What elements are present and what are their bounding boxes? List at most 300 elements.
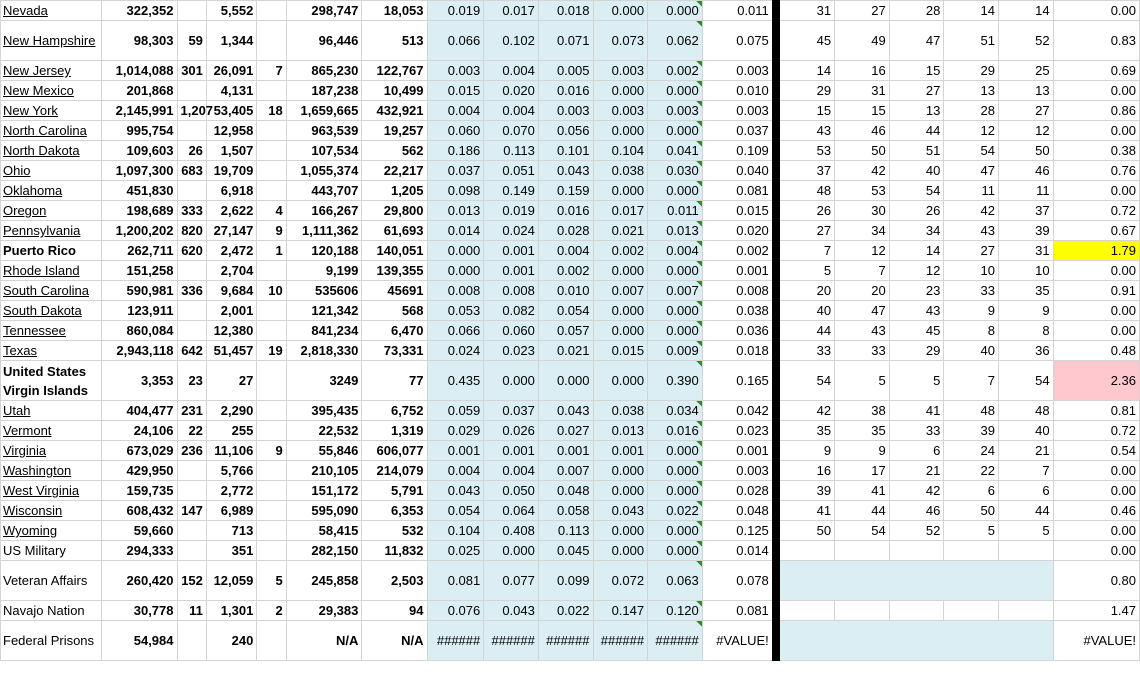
grid-cell[interactable]: 9,684 xyxy=(206,281,256,301)
merged-cell[interactable] xyxy=(776,621,1053,661)
grid-cell[interactable]: 0.004 xyxy=(427,461,484,481)
grid-cell[interactable]: 0.000 xyxy=(427,261,484,281)
grid-cell[interactable]: 29,800 xyxy=(362,201,427,221)
grid-cell[interactable]: 0.000 xyxy=(484,541,539,561)
grid-cell[interactable]: 620 xyxy=(177,241,206,261)
grid-cell[interactable]: 0.104 xyxy=(593,141,648,161)
grid-cell[interactable]: 0.053 xyxy=(427,301,484,321)
grid-cell[interactable]: #VALUE! xyxy=(1053,621,1139,661)
row-label-cell[interactable]: Tennessee xyxy=(1,321,102,341)
grid-cell[interactable]: 2,622 xyxy=(206,201,256,221)
grid-cell[interactable]: 12 xyxy=(944,121,999,141)
grid-cell[interactable]: 61,693 xyxy=(362,221,427,241)
grid-cell[interactable] xyxy=(177,621,206,661)
grid-cell[interactable]: 995,754 xyxy=(101,121,177,141)
grid-cell[interactable]: 159,735 xyxy=(101,481,177,501)
grid-cell[interactable]: 590,981 xyxy=(101,281,177,301)
grid-cell[interactable]: 35 xyxy=(999,281,1054,301)
grid-cell[interactable]: 1,097,300 xyxy=(101,161,177,181)
grid-cell[interactable]: 0.029 xyxy=(427,421,484,441)
grid-cell[interactable]: 0.147 xyxy=(593,601,648,621)
grid-cell[interactable]: 0.018 xyxy=(702,341,776,361)
grid-cell[interactable]: 19 xyxy=(257,341,286,361)
grid-cell[interactable]: 40 xyxy=(999,421,1054,441)
grid-cell[interactable] xyxy=(177,481,206,501)
grid-cell[interactable]: 9 xyxy=(944,301,999,321)
grid-cell[interactable]: 4,131 xyxy=(206,81,256,101)
grid-cell[interactable] xyxy=(257,321,286,341)
grid-cell[interactable]: 0.000 xyxy=(648,541,703,561)
grid-cell[interactable] xyxy=(889,601,944,621)
grid-cell[interactable]: 18,053 xyxy=(362,1,427,21)
row-label-cell[interactable]: North Carolina xyxy=(1,121,102,141)
grid-cell[interactable]: 5 xyxy=(835,361,890,401)
grid-cell[interactable]: 0.000 xyxy=(593,1,648,21)
grid-cell[interactable]: 0.000 xyxy=(648,181,703,201)
grid-cell[interactable]: 0.023 xyxy=(484,341,539,361)
grid-cell[interactable]: 1,319 xyxy=(362,421,427,441)
grid-cell[interactable]: 0.081 xyxy=(427,561,484,601)
grid-cell[interactable]: 0.001 xyxy=(484,241,539,261)
row-label-cell[interactable]: South Carolina xyxy=(1,281,102,301)
grid-cell[interactable]: 0.000 xyxy=(593,461,648,481)
grid-cell[interactable] xyxy=(177,541,206,561)
grid-cell[interactable]: 42 xyxy=(889,481,944,501)
grid-cell[interactable]: 11 xyxy=(999,181,1054,201)
grid-cell[interactable]: 5 xyxy=(889,361,944,401)
grid-cell[interactable]: 0.000 xyxy=(538,361,593,401)
grid-cell[interactable]: 0.004 xyxy=(648,241,703,261)
grid-cell[interactable]: 7 xyxy=(944,361,999,401)
grid-cell[interactable]: 41 xyxy=(776,501,835,521)
grid-cell[interactable]: 47 xyxy=(944,161,999,181)
row-label-cell[interactable]: United States Virgin Islands xyxy=(1,361,102,401)
grid-cell[interactable]: 27 xyxy=(206,361,256,401)
grid-cell[interactable]: 0.007 xyxy=(538,461,593,481)
grid-cell[interactable]: 0.000 xyxy=(593,181,648,201)
grid-cell[interactable]: 53,405 xyxy=(206,101,256,121)
grid-cell[interactable]: 2,772 xyxy=(206,481,256,501)
grid-cell[interactable]: 14 xyxy=(999,1,1054,21)
grid-cell[interactable]: 1 xyxy=(257,241,286,261)
grid-cell[interactable]: 0.003 xyxy=(702,101,776,121)
grid-cell[interactable]: 51 xyxy=(889,141,944,161)
grid-cell[interactable]: 0.91 xyxy=(1053,281,1139,301)
grid-cell[interactable]: 236 xyxy=(177,441,206,461)
row-label-cell[interactable]: Wisconsin xyxy=(1,501,102,521)
grid-cell[interactable]: 54,984 xyxy=(101,621,177,661)
grid-cell[interactable]: 0.00 xyxy=(1053,461,1139,481)
grid-cell[interactable]: 0.000 xyxy=(593,81,648,101)
grid-cell[interactable]: 11 xyxy=(177,601,206,621)
grid-cell[interactable]: 0.104 xyxy=(427,521,484,541)
grid-cell[interactable]: 29 xyxy=(944,61,999,81)
grid-cell[interactable]: 3249 xyxy=(286,361,362,401)
grid-cell[interactable]: 0.000 xyxy=(593,481,648,501)
grid-cell[interactable]: 9 xyxy=(835,441,890,461)
grid-cell[interactable]: 9 xyxy=(257,441,286,461)
row-label-cell[interactable]: Utah xyxy=(1,401,102,421)
grid-cell[interactable]: 0.008 xyxy=(702,281,776,301)
grid-cell[interactable]: 0.69 xyxy=(1053,61,1139,81)
grid-cell[interactable]: 0.013 xyxy=(593,421,648,441)
grid-cell[interactable]: 0.064 xyxy=(484,501,539,521)
row-label-cell[interactable]: New Jersey xyxy=(1,61,102,81)
grid-cell[interactable]: 0.002 xyxy=(538,261,593,281)
grid-cell[interactable]: 0.062 xyxy=(648,21,703,61)
grid-cell[interactable]: 2,503 xyxy=(362,561,427,601)
grid-cell[interactable]: 2,290 xyxy=(206,401,256,421)
grid-cell[interactable]: 44 xyxy=(999,501,1054,521)
grid-cell[interactable] xyxy=(177,121,206,141)
grid-cell[interactable]: 14 xyxy=(889,241,944,261)
grid-cell[interactable]: 0.001 xyxy=(484,261,539,281)
grid-cell[interactable]: 43 xyxy=(835,321,890,341)
row-label-cell[interactable]: South Dakota xyxy=(1,301,102,321)
grid-cell[interactable] xyxy=(999,601,1054,621)
grid-cell[interactable]: 642 xyxy=(177,341,206,361)
grid-cell[interactable]: 44 xyxy=(776,321,835,341)
grid-cell[interactable]: 98,303 xyxy=(101,21,177,61)
grid-cell[interactable]: 28 xyxy=(889,1,944,21)
grid-cell[interactable]: 0.000 xyxy=(648,261,703,281)
grid-cell[interactable]: 0.003 xyxy=(427,61,484,81)
grid-cell[interactable]: 139,355 xyxy=(362,261,427,281)
grid-cell[interactable]: 0.00 xyxy=(1053,121,1139,141)
grid-cell[interactable]: 39 xyxy=(944,421,999,441)
grid-cell[interactable]: 123,911 xyxy=(101,301,177,321)
grid-cell[interactable]: 52 xyxy=(999,21,1054,61)
grid-cell[interactable]: 0.027 xyxy=(538,421,593,441)
grid-cell[interactable]: 2,001 xyxy=(206,301,256,321)
grid-cell[interactable]: 0.003 xyxy=(648,101,703,121)
grid-cell[interactable]: 35 xyxy=(835,421,890,441)
grid-cell[interactable]: 0.000 xyxy=(648,521,703,541)
grid-cell[interactable]: 351 xyxy=(206,541,256,561)
grid-cell[interactable] xyxy=(177,181,206,201)
grid-cell[interactable]: 0.073 xyxy=(593,21,648,61)
grid-cell[interactable]: 77 xyxy=(362,361,427,401)
grid-cell[interactable]: 0.015 xyxy=(702,201,776,221)
grid-cell[interactable]: 31 xyxy=(999,241,1054,261)
grid-cell[interactable]: 27 xyxy=(944,241,999,261)
grid-cell[interactable]: 0.016 xyxy=(538,81,593,101)
row-label-cell[interactable]: Wyoming xyxy=(1,521,102,541)
grid-cell[interactable]: 608,432 xyxy=(101,501,177,521)
grid-cell[interactable]: 0.000 xyxy=(593,261,648,281)
grid-cell[interactable]: 1,200,202 xyxy=(101,221,177,241)
grid-cell[interactable]: 187,238 xyxy=(286,81,362,101)
grid-cell[interactable]: 0.028 xyxy=(538,221,593,241)
row-label-cell[interactable]: Washington xyxy=(1,461,102,481)
grid-cell[interactable]: ###### xyxy=(648,621,703,661)
grid-cell[interactable]: N/A xyxy=(362,621,427,661)
grid-cell[interactable]: 3,353 xyxy=(101,361,177,401)
grid-cell[interactable]: 0.015 xyxy=(593,341,648,361)
grid-cell[interactable]: 0.058 xyxy=(538,501,593,521)
grid-cell[interactable]: 282,150 xyxy=(286,541,362,561)
grid-cell[interactable]: 0.011 xyxy=(702,1,776,21)
grid-cell[interactable]: 0.066 xyxy=(427,21,484,61)
grid-cell[interactable] xyxy=(257,621,286,661)
grid-cell[interactable]: 963,539 xyxy=(286,121,362,141)
grid-cell[interactable]: 0.101 xyxy=(538,141,593,161)
grid-cell[interactable]: 54 xyxy=(889,181,944,201)
grid-cell[interactable] xyxy=(944,601,999,621)
grid-cell[interactable]: 12 xyxy=(999,121,1054,141)
grid-cell[interactable]: 0.003 xyxy=(702,61,776,81)
merged-cell[interactable] xyxy=(776,561,1053,601)
grid-cell[interactable]: 0.037 xyxy=(427,161,484,181)
grid-cell[interactable]: 0.46 xyxy=(1053,501,1139,521)
row-label-cell[interactable]: Texas xyxy=(1,341,102,361)
grid-cell[interactable]: 1,111,362 xyxy=(286,221,362,241)
grid-cell[interactable]: 19,257 xyxy=(362,121,427,141)
grid-cell[interactable]: 0.051 xyxy=(484,161,539,181)
grid-cell[interactable]: 42 xyxy=(776,401,835,421)
grid-cell[interactable]: 0.030 xyxy=(648,161,703,181)
grid-cell[interactable]: 513 xyxy=(362,21,427,61)
grid-cell[interactable] xyxy=(257,141,286,161)
grid-cell[interactable]: 0.017 xyxy=(593,201,648,221)
grid-cell[interactable]: 0.120 xyxy=(648,601,703,621)
grid-cell[interactable]: 240 xyxy=(206,621,256,661)
grid-cell[interactable]: 2.36 xyxy=(1053,361,1139,401)
grid-cell[interactable]: 27 xyxy=(835,1,890,21)
grid-cell[interactable]: 1,205 xyxy=(362,181,427,201)
row-label-cell[interactable]: Puerto Rico xyxy=(1,241,102,261)
grid-cell[interactable]: 0.001 xyxy=(593,441,648,461)
grid-cell[interactable]: 0.001 xyxy=(702,441,776,461)
grid-cell[interactable]: 47 xyxy=(889,21,944,61)
row-label-cell[interactable]: Federal Prisons xyxy=(1,621,102,661)
grid-cell[interactable]: 0.011 xyxy=(648,201,703,221)
grid-cell[interactable]: 0.016 xyxy=(648,421,703,441)
grid-cell[interactable]: 0.004 xyxy=(484,61,539,81)
grid-cell[interactable]: 23 xyxy=(177,361,206,401)
grid-cell[interactable]: 0.057 xyxy=(538,321,593,341)
grid-cell[interactable]: 1,055,374 xyxy=(286,161,362,181)
grid-cell[interactable]: 19,709 xyxy=(206,161,256,181)
grid-cell[interactable]: 0.186 xyxy=(427,141,484,161)
grid-cell[interactable]: 0.390 xyxy=(648,361,703,401)
grid-cell[interactable]: 0.000 xyxy=(593,541,648,561)
grid-cell[interactable]: 10 xyxy=(999,261,1054,281)
grid-cell[interactable]: 0.042 xyxy=(702,401,776,421)
grid-cell[interactable]: 0.025 xyxy=(427,541,484,561)
grid-cell[interactable]: 336 xyxy=(177,281,206,301)
grid-cell[interactable]: 7 xyxy=(999,461,1054,481)
grid-cell[interactable]: 20 xyxy=(776,281,835,301)
grid-cell[interactable]: 0.043 xyxy=(538,161,593,181)
grid-cell[interactable]: 0.014 xyxy=(702,541,776,561)
grid-cell[interactable] xyxy=(257,461,286,481)
grid-cell[interactable]: 46 xyxy=(999,161,1054,181)
grid-cell[interactable]: 0.021 xyxy=(538,341,593,361)
grid-cell[interactable]: 0.000 xyxy=(593,521,648,541)
grid-cell[interactable]: 45 xyxy=(776,21,835,61)
grid-cell[interactable]: 29 xyxy=(776,81,835,101)
grid-cell[interactable]: 0.004 xyxy=(538,241,593,261)
grid-cell[interactable]: 0.017 xyxy=(484,1,539,21)
grid-cell[interactable]: 568 xyxy=(362,301,427,321)
grid-cell[interactable]: 0.036 xyxy=(702,321,776,341)
grid-cell[interactable]: 0.038 xyxy=(593,401,648,421)
grid-cell[interactable]: 0.076 xyxy=(427,601,484,621)
grid-cell[interactable]: 54 xyxy=(999,361,1054,401)
grid-cell[interactable]: 40 xyxy=(944,341,999,361)
grid-cell[interactable]: 22,532 xyxy=(286,421,362,441)
grid-cell[interactable]: 15 xyxy=(889,61,944,81)
grid-cell[interactable]: 0.007 xyxy=(593,281,648,301)
grid-cell[interactable]: 0.023 xyxy=(702,421,776,441)
grid-cell[interactable]: 841,234 xyxy=(286,321,362,341)
grid-cell[interactable]: 1,301 xyxy=(206,601,256,621)
grid-cell[interactable]: 73,331 xyxy=(362,341,427,361)
grid-cell[interactable]: 0.056 xyxy=(538,121,593,141)
grid-cell[interactable]: 39 xyxy=(999,221,1054,241)
grid-cell[interactable]: 820 xyxy=(177,221,206,241)
grid-cell[interactable]: 404,477 xyxy=(101,401,177,421)
grid-cell[interactable]: 201,868 xyxy=(101,81,177,101)
grid-cell[interactable]: 33 xyxy=(776,341,835,361)
grid-cell[interactable]: 42 xyxy=(944,201,999,221)
grid-cell[interactable]: 48 xyxy=(776,181,835,201)
row-label-cell[interactable]: Virginia xyxy=(1,441,102,461)
grid-cell[interactable]: 9,199 xyxy=(286,261,362,281)
grid-cell[interactable]: 0.081 xyxy=(702,601,776,621)
grid-cell[interactable] xyxy=(257,181,286,201)
grid-cell[interactable]: 0.00 xyxy=(1053,541,1139,561)
grid-cell[interactable]: 443,707 xyxy=(286,181,362,201)
grid-cell[interactable]: 13 xyxy=(999,81,1054,101)
grid-cell[interactable]: 109,603 xyxy=(101,141,177,161)
grid-cell[interactable]: 0.019 xyxy=(427,1,484,21)
grid-cell[interactable] xyxy=(257,481,286,501)
grid-cell[interactable]: 5,552 xyxy=(206,1,256,21)
grid-cell[interactable]: 40 xyxy=(776,301,835,321)
grid-cell[interactable]: 9 xyxy=(999,301,1054,321)
grid-cell[interactable]: 429,950 xyxy=(101,461,177,481)
grid-cell[interactable]: 50 xyxy=(835,141,890,161)
grid-cell[interactable]: 0.000 xyxy=(648,481,703,501)
row-label-cell[interactable]: Navajo Nation xyxy=(1,601,102,621)
grid-cell[interactable]: 1,207 xyxy=(177,101,206,121)
grid-cell[interactable]: 33 xyxy=(889,421,944,441)
grid-cell[interactable] xyxy=(257,81,286,101)
grid-cell[interactable]: 860,084 xyxy=(101,321,177,341)
grid-cell[interactable]: 562 xyxy=(362,141,427,161)
grid-cell[interactable]: 260,420 xyxy=(101,561,177,601)
grid-cell[interactable]: 0.013 xyxy=(427,201,484,221)
grid-cell[interactable] xyxy=(835,541,890,561)
grid-cell[interactable]: 0.066 xyxy=(427,321,484,341)
grid-cell[interactable]: 595,090 xyxy=(286,501,362,521)
grid-cell[interactable]: 33 xyxy=(835,341,890,361)
grid-cell[interactable]: 12,059 xyxy=(206,561,256,601)
grid-cell[interactable]: 0.004 xyxy=(484,461,539,481)
grid-cell[interactable]: 34 xyxy=(889,221,944,241)
grid-cell[interactable]: 120,188 xyxy=(286,241,362,261)
grid-cell[interactable]: 0.014 xyxy=(427,221,484,241)
grid-cell[interactable]: 50 xyxy=(999,141,1054,161)
grid-cell[interactable]: 152 xyxy=(177,561,206,601)
grid-cell[interactable]: 0.045 xyxy=(538,541,593,561)
row-label-cell[interactable]: West Virginia xyxy=(1,481,102,501)
grid-cell[interactable]: 51,457 xyxy=(206,341,256,361)
grid-cell[interactable]: 0.054 xyxy=(538,301,593,321)
grid-cell[interactable]: 22 xyxy=(944,461,999,481)
grid-cell[interactable]: 38 xyxy=(835,401,890,421)
grid-cell[interactable] xyxy=(257,161,286,181)
grid-cell[interactable]: 0.022 xyxy=(538,601,593,621)
grid-cell[interactable]: 0.060 xyxy=(484,321,539,341)
grid-cell[interactable]: 24,106 xyxy=(101,421,177,441)
grid-cell[interactable]: 42 xyxy=(835,161,890,181)
grid-cell[interactable]: 683 xyxy=(177,161,206,181)
grid-cell[interactable]: 14 xyxy=(944,1,999,21)
grid-cell[interactable]: 37 xyxy=(776,161,835,181)
grid-cell[interactable]: 0.165 xyxy=(702,361,776,401)
grid-cell[interactable]: 0.125 xyxy=(702,521,776,541)
grid-cell[interactable]: #VALUE! xyxy=(702,621,776,661)
grid-cell[interactable]: 10,499 xyxy=(362,81,427,101)
grid-cell[interactable]: 58,415 xyxy=(286,521,362,541)
grid-cell[interactable]: 0.001 xyxy=(538,441,593,461)
row-label-cell[interactable]: Nevada xyxy=(1,1,102,21)
grid-cell[interactable]: 51 xyxy=(944,21,999,61)
grid-cell[interactable]: 29,383 xyxy=(286,601,362,621)
grid-cell[interactable]: 0.024 xyxy=(484,221,539,241)
grid-cell[interactable]: 0.113 xyxy=(484,141,539,161)
grid-cell[interactable]: 0.075 xyxy=(702,21,776,61)
grid-cell[interactable]: 0.408 xyxy=(484,521,539,541)
grid-cell[interactable]: 0.071 xyxy=(538,21,593,61)
grid-cell[interactable]: 0.38 xyxy=(1053,141,1139,161)
grid-cell[interactable]: 12 xyxy=(889,261,944,281)
grid-cell[interactable] xyxy=(177,261,206,281)
grid-cell[interactable]: 30 xyxy=(835,201,890,221)
grid-cell[interactable]: 262,711 xyxy=(101,241,177,261)
grid-cell[interactable]: 0.003 xyxy=(538,101,593,121)
grid-cell[interactable]: 53 xyxy=(776,141,835,161)
grid-cell[interactable]: 0.037 xyxy=(484,401,539,421)
grid-cell[interactable] xyxy=(177,301,206,321)
grid-cell[interactable]: 15 xyxy=(776,101,835,121)
grid-cell[interactable]: 0.003 xyxy=(702,461,776,481)
grid-cell[interactable]: 16 xyxy=(776,461,835,481)
grid-cell[interactable]: 8 xyxy=(999,321,1054,341)
grid-cell[interactable] xyxy=(257,501,286,521)
grid-cell[interactable]: 245,858 xyxy=(286,561,362,601)
grid-cell[interactable]: 1,014,088 xyxy=(101,61,177,81)
grid-cell[interactable]: 0.000 xyxy=(593,361,648,401)
grid-cell[interactable]: 25 xyxy=(999,61,1054,81)
grid-cell[interactable]: 0.043 xyxy=(593,501,648,521)
grid-cell[interactable]: 0.043 xyxy=(538,401,593,421)
grid-cell[interactable]: 22 xyxy=(177,421,206,441)
grid-cell[interactable]: 12,958 xyxy=(206,121,256,141)
grid-cell[interactable] xyxy=(257,361,286,401)
grid-cell[interactable]: 2,472 xyxy=(206,241,256,261)
grid-cell[interactable] xyxy=(889,541,944,561)
grid-cell[interactable]: ###### xyxy=(427,621,484,661)
grid-cell[interactable]: 52 xyxy=(889,521,944,541)
grid-cell[interactable]: 0.021 xyxy=(593,221,648,241)
grid-cell[interactable]: 20 xyxy=(835,281,890,301)
grid-cell[interactable]: 46 xyxy=(889,501,944,521)
grid-cell[interactable]: 5 xyxy=(776,261,835,281)
